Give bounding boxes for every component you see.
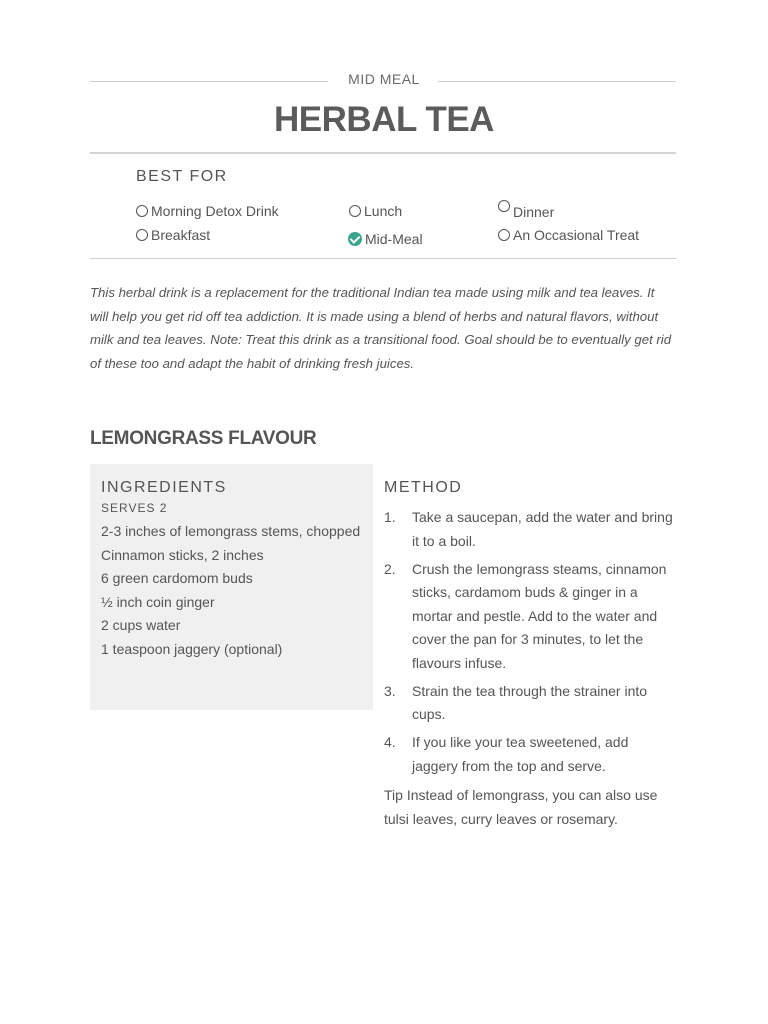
method-step: [384, 731, 678, 778]
option-label: Lunch: [364, 203, 403, 219]
radio-empty-icon[interactable]: [349, 205, 361, 217]
category-label: MID MEAL: [348, 71, 420, 87]
step-text: If you like your tea sweetened, add jaggery from the top and serve.: [412, 734, 629, 774]
option-breakfast[interactable]: [136, 227, 210, 243]
step-text: Crush the lemongrass steams, cinnamon sticks, cardamom buds & ginger in a mortar and pestle. Add to the water and cover the pan for 3 minutes, to let the flavours infuse.: [412, 560, 667, 671]
checkmark-circle-icon[interactable]: [348, 232, 362, 246]
step-text: Strain the tea through the strainer into cups.: [412, 682, 648, 722]
page-title: HERBAL TEA: [274, 100, 494, 139]
best-for-heading: BEST FOR: [136, 168, 228, 185]
method-heading: METHOD: [384, 479, 463, 496]
option-morning-detox-drink[interactable]: [136, 203, 279, 219]
ingredient-item: Cinnamon sticks, 2 inches: [101, 546, 264, 563]
option-lunch[interactable]: [349, 203, 402, 219]
recipe-tip: Tip Instead of lemongrass, you can also use tulsi leaves, curry leaves or rosemary.: [384, 787, 658, 827]
option-dinner[interactable]: [498, 200, 554, 220]
option-label: Dinner: [513, 204, 555, 220]
radio-empty-icon[interactable]: [498, 229, 510, 241]
ingredients-list: [101, 520, 360, 661]
option-label: Morning Detox Drink: [151, 203, 279, 219]
step-number: 2.: [384, 560, 396, 577]
ingredient-item: 2-3 inches of lemongrass stems, chopped: [101, 523, 361, 539]
intro-paragraph: This herbal drink is a replacement for the traditional Indian tea made using milk and tea leaves. It will help you get rid off tea addiction. It is made using a blend of herbs and natural flavors, without milk and tea leaves. Note: Treat this drink as a transitional food. Goal should be to eventually get rid of these too and adapt the habit of drinking fresh juices.: [90, 285, 672, 372]
option-label: An Occasional Treat: [513, 227, 640, 243]
method-step: [384, 680, 678, 727]
method-list: [384, 506, 678, 783]
option-mid-meal[interactable]: [348, 231, 423, 247]
step-number: 3.: [384, 682, 396, 699]
serves-label: SERVES 2: [101, 501, 168, 515]
best-for-rule: [90, 258, 676, 259]
option-label: Breakfast: [151, 227, 211, 243]
title-rule: [90, 152, 676, 154]
radio-empty-icon[interactable]: [136, 229, 148, 241]
step-number: 4.: [384, 734, 396, 750]
ingredient-item: 1 teaspoon jaggery (optional): [101, 640, 283, 657]
ingredient-item: 6 green cardomom buds: [101, 570, 253, 586]
option-label: Mid-Meal: [365, 231, 423, 247]
step-number: 1.: [384, 509, 396, 525]
option-occasional-treat[interactable]: [498, 227, 639, 243]
method-step: [384, 506, 678, 553]
ingredient-item: 2 cups water: [101, 617, 181, 633]
radio-empty-icon[interactable]: [136, 205, 148, 217]
step-text: Take a saucepan, add the water and bring it to a boil.: [412, 509, 673, 549]
method-step: [384, 558, 678, 676]
recipe-title: LEMONGRASS FLAVOUR: [90, 428, 317, 449]
ingredients-heading: INGREDIENTS: [101, 479, 227, 496]
radio-empty-icon[interactable]: [498, 200, 510, 212]
ingredient-item: ½ inch coin ginger: [101, 593, 215, 610]
